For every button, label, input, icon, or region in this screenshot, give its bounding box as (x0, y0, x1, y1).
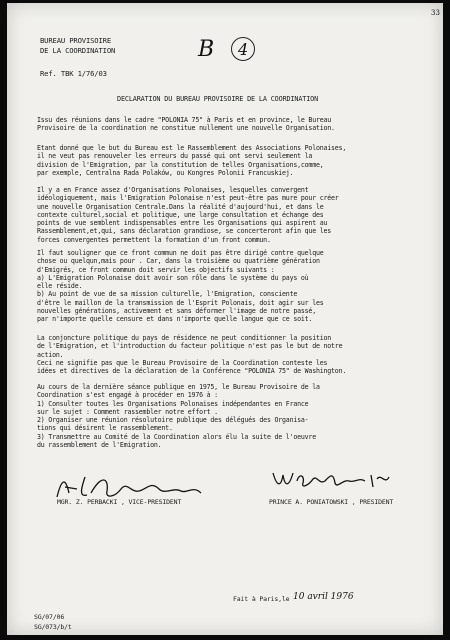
footer-ref-line1: SG/07/06 (34, 613, 65, 621)
text-line: action. (37, 350, 64, 359)
text-line: de l'Emigration, et l'introduction du facteur politique n'est pas le but de notre (37, 342, 343, 351)
text-line: Issu des réunions dans le cadre "POLONIA 75" à Paris et en province, le Bureau (37, 116, 332, 124)
text-line: contexte culturel,social et politique, une large consultation et échange des (37, 210, 324, 219)
text-line: Rassemblement,et,qui, sans déclaration grandiose, se concerteront afin que les (37, 227, 332, 236)
text-line: idéologiquement, mais l'Emigration Polonaise n'est peut-être pas mure pour créer (37, 194, 339, 203)
text-line: 3) Transmettre au Comité de la Coordination alors élu la suite de l'oeuvre (37, 432, 316, 441)
text-line: il ne veut pas renouveler les erreurs du passé qui ont servi seulement la (37, 152, 313, 161)
paragraph-3 (37, 186, 432, 244)
text-line: chose ou quelqun,mais pour . Car, dans la troisième ou quatrième génération (37, 257, 320, 266)
text-line: d'Emigrés, ce front commun doit servir les objectifs suivants : (37, 265, 275, 274)
text-line: Coordination s'est engagé à procéder en 1976 à : (37, 391, 218, 400)
footer-ref-line2: SG/073/b/t (34, 623, 72, 630)
place-and-date-label: Fait à Paris,le (233, 595, 290, 603)
text-line: Etant donné que le but du Bureau est le Rassemblement des Associations Polonaises, (37, 144, 347, 152)
text-line: une nouvelle Organisation Centrale.Dans la réalité d'aujourd'hui, et dans le (37, 202, 324, 211)
right-signatory-name: PRINCE A. PONIATOWSKI , PRESIDENT (269, 498, 394, 506)
text-line: idées et directives de la déclaration de la Conférence "POLONIA 75" de Washington. (37, 367, 347, 375)
org-name-line1: BUREAU PROVISOIRE (40, 36, 112, 45)
text-line: tions qui désirent le rassemblement. (37, 424, 173, 433)
text-line: par n'importe quelle censure et dans n'importe quelle langue que ce soit. (37, 315, 313, 323)
text-line: division de l'Emigration, par la constitution de telles Organisations,comme, (37, 160, 324, 169)
left-signatory-name: MGR. Z. PERBACKI , VICE-PRESIDENT (57, 498, 182, 506)
org-name-line2: DE LA COORDINATION (40, 46, 116, 55)
text-line: forces convergentes permettent la formation d'un front commun. (37, 235, 271, 244)
page-number: 33 (431, 9, 440, 17)
text-line: 2) Organiser une réunion résolutoire publique des délégués des Organisa- (37, 416, 309, 424)
text-line: a) L'Emigration Polonaise doit avoir son rôle dans le système du pays où (37, 273, 309, 282)
paragraph-6 (37, 383, 432, 449)
text-line: Provisoire de la coordination ne constitue nullement une nouvelle Organisation. (37, 124, 335, 133)
document-title: DECLARATION DU BUREAU PROVISOIRE DE LA COORDINATION (117, 95, 319, 103)
text-line: elle réside. (37, 282, 83, 290)
handwritten-date: 10 avril 1976 (293, 592, 354, 602)
paragraph-2 (37, 144, 432, 177)
paragraph-5 (37, 334, 432, 375)
text-line: points de vue semblent indispensables entre les Organisations qui aspirent au (37, 219, 328, 227)
right-signature (269, 463, 409, 497)
reference-number: Ref. TBK 1/76/03 (40, 69, 107, 78)
text-line: Ceci ne signifie pas que le Bureau Provisoire de la Coordination conteste les (37, 358, 328, 367)
handwritten-letter: B (198, 37, 215, 62)
text-line: b) Au point de vue de sa mission culturelle, l'Emigration, consciente (37, 290, 298, 299)
text-line: d'être le maillon de la transmission de l'Esprit Polonais, doit agir sur les (37, 298, 324, 307)
text-line: Il y a en France assez d'Organisations Polonaises, lesquelles convergent (37, 186, 309, 194)
text-line: sur le sujet : Comment rassembler notre effort . (37, 407, 218, 416)
text-line: Au cours de la dernière séance publique en 1975, le Bureau Provisoire de la (37, 383, 320, 391)
text-line: Il faut souligner que ce front commun ne doit pas être dirigé contre quelque (37, 249, 324, 257)
text-line: nouvelles générations, activement et sans déformer l'image de notre passé, (37, 306, 316, 315)
paragraph-1 (37, 116, 432, 133)
text-line: 1) Consulter toutes les Organisations Polonaises indépendantes en France (37, 399, 309, 408)
paragraph-4 (37, 249, 432, 323)
text-line: du rassemblement de l'Emigration. (37, 440, 162, 449)
text-line: La conjoncture politique du pays de résidence ne peut conditionner la position (37, 334, 332, 342)
handwritten-number: 4 (238, 40, 249, 59)
text-line: par exemple, Centralna Rada Polaków, ou Kongres Polonii Francuskiej. (37, 168, 294, 177)
document-page (7, 3, 443, 635)
